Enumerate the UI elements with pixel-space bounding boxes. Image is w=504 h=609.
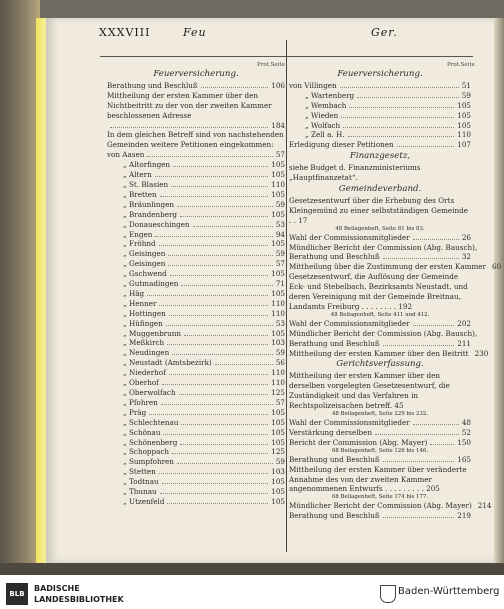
page-ref: 105	[271, 417, 285, 427]
dot-leader	[348, 136, 455, 137]
index-entry	[289, 252, 471, 262]
supplement-note: 68 Beilagenheft, Seite 126 bis 146.	[331, 447, 429, 454]
index-entry	[289, 233, 471, 243]
page-ref: 106	[271, 80, 285, 90]
index-entry-text: Gesetzesentwurf über die Erhebung des Orts Kleingemünd zu einer selbstständigen Gemeinde . . 17	[289, 195, 468, 225]
entry-text: Mündlicher Bericht der Commission (Abg. Bausch),	[289, 242, 478, 252]
index-entry	[107, 160, 285, 170]
index-entry	[107, 180, 285, 190]
index-entry	[107, 249, 285, 259]
page-ref: 110	[271, 308, 285, 318]
dot-leader	[397, 146, 455, 147]
entry-text: von Aasen	[107, 150, 145, 160]
page-ref: 219	[457, 511, 471, 521]
page-ref: 105	[271, 477, 285, 487]
section-heading: Finanzgesetz,	[349, 151, 411, 162]
dot-leader	[179, 394, 269, 395]
dot-leader	[343, 127, 454, 128]
entry-text: Mittheilung über die Zustimmung der ersten Kammer	[289, 262, 486, 272]
entry-text: „ Engen	[123, 229, 153, 239]
dot-leader	[147, 156, 272, 157]
index-entry	[107, 200, 285, 210]
entry-text: Mündlicher Bericht der Commission (Abg. Bausch),	[289, 328, 478, 338]
page-gutter	[36, 18, 46, 563]
entry-text: „ Wolfach	[305, 120, 341, 130]
dot-leader	[430, 444, 454, 445]
page-ref: 60	[491, 262, 502, 272]
page-ref: 103	[271, 338, 285, 348]
dot-leader	[162, 483, 269, 484]
dot-leader	[177, 463, 273, 464]
page-ref: 110	[271, 298, 285, 308]
page-ref: 59	[275, 457, 285, 467]
supplement-note: 48 Beilagenheft, Seite 411 und 412.	[330, 311, 430, 318]
dot-leader	[383, 258, 459, 259]
page-number: XXXVIII	[99, 26, 151, 39]
entry-text: „ Hüfingen	[123, 318, 163, 328]
dot-leader	[181, 285, 272, 286]
dot-leader	[383, 345, 455, 346]
index-entry	[107, 408, 285, 418]
dot-leader	[159, 245, 269, 246]
entry-text: „ Altern	[123, 170, 152, 180]
index-entry	[107, 398, 285, 408]
index-entry	[289, 130, 471, 140]
index-entry	[289, 101, 471, 111]
index-entry-text: Mittheilung der ersten Kammer über den Nichtbeitritt zu der von der zweiten Kammer beschlossenen Adresse	[107, 90, 272, 120]
dot-leader	[180, 444, 268, 445]
page-ref: 105	[271, 160, 285, 170]
dot-leader	[169, 315, 268, 316]
entry-text: „ Schlechtenau	[123, 417, 179, 427]
page-ref: 32	[461, 252, 471, 262]
entry-text: „ Zell a. H.	[305, 130, 345, 140]
dot-leader	[184, 335, 268, 336]
section-heading: Feuerversicherung.	[337, 69, 423, 79]
entry-text: Berathung und Beschluß	[289, 252, 380, 262]
page-ref: 57	[275, 259, 285, 269]
entry-text: „ Fröhnd	[123, 239, 156, 249]
page-ref: 110	[271, 368, 285, 378]
page-ref: 107	[457, 140, 471, 150]
entry-text: „ Donaueschingen	[123, 219, 190, 229]
dot-leader	[413, 239, 459, 240]
index-entry	[107, 309, 285, 319]
index-entry	[107, 239, 285, 249]
state-name: Baden-Württemberg	[398, 586, 500, 597]
page-ref: 57	[275, 397, 285, 407]
entry-text: „ Geisingen	[123, 249, 166, 259]
index-entry	[107, 289, 285, 299]
page-ref: 105	[271, 189, 285, 199]
page-ref: 26	[461, 232, 471, 242]
index-entry	[107, 319, 285, 329]
page-ref: 53	[275, 318, 285, 328]
entry-text: „ Geisingen	[123, 259, 166, 269]
index-entry	[107, 348, 285, 358]
index-entry	[289, 348, 489, 359]
index-entry	[107, 438, 285, 448]
entry-text: „ Utzenfeld	[123, 496, 165, 506]
entry-text: „ Niederhof	[123, 368, 166, 378]
index-entry	[107, 497, 285, 507]
page-ref: 52	[461, 427, 471, 437]
index-entry	[289, 91, 471, 101]
state-crest-icon	[380, 585, 396, 603]
section-heading: Feuerversicherung.	[153, 69, 239, 79]
entry-text: Wahl der Commissionsmitglieder	[289, 318, 410, 328]
page-ref: 71	[275, 279, 285, 289]
entry-text: „ Wartenberg	[305, 90, 355, 100]
page-ref: 184	[271, 120, 285, 130]
entry-text: „ Sumpfohren	[123, 457, 174, 467]
page-ref: 59	[275, 199, 285, 209]
index-entry	[107, 378, 285, 388]
index-entry	[107, 121, 285, 131]
scan-background	[0, 563, 504, 575]
entry-text: „ Schoppach	[123, 447, 170, 457]
page-ref: 94	[275, 229, 285, 239]
index-entry	[289, 81, 471, 91]
entry-text: „ Pfohren	[123, 397, 158, 407]
page-ref: 105	[271, 328, 285, 338]
entry-text: „ Muggenbrunn	[123, 328, 182, 338]
entry-text: „ Stetten	[123, 467, 156, 477]
entry-text: Berathung und Beschluß	[107, 80, 198, 90]
index-entry	[289, 428, 471, 438]
dot-leader	[159, 305, 268, 306]
blb-logo: BLB	[6, 583, 28, 605]
dot-leader	[159, 473, 269, 474]
dot-leader	[168, 265, 272, 266]
index-entry	[289, 455, 471, 465]
index-entry	[289, 501, 492, 511]
entry-text: „ Altorfingen	[123, 160, 171, 170]
entry-text: „ Häg	[123, 288, 145, 298]
dot-leader	[110, 127, 268, 128]
section-heading: Gerichtsverfassung.	[336, 359, 424, 370]
entry-text: Wahl der Commissionsmitglieder	[289, 418, 410, 427]
dot-leader	[341, 117, 454, 118]
page-ref: 56	[275, 358, 285, 368]
index-entry	[107, 220, 285, 230]
entry-text: „ Brandenberg	[123, 209, 178, 219]
index-entry	[107, 368, 285, 378]
dot-leader	[167, 344, 268, 345]
dot-leader	[155, 236, 272, 237]
page-edge	[491, 18, 504, 563]
entry-text: „ Präg	[123, 407, 147, 417]
dot-leader	[413, 325, 455, 326]
index-entry	[107, 259, 285, 269]
dot-leader	[161, 404, 273, 405]
dot-leader	[340, 87, 459, 88]
dot-leader	[181, 424, 268, 425]
index-entry	[289, 319, 471, 329]
book-binding	[0, 0, 40, 575]
dot-leader	[172, 453, 268, 454]
dot-leader	[375, 434, 459, 435]
entry-text: Bericht der Commission (Abg. Mayer)	[289, 437, 428, 447]
page-ref: 110	[457, 130, 471, 140]
dot-leader	[172, 354, 273, 355]
dot-leader	[357, 97, 459, 98]
page-ref: 110	[271, 378, 285, 388]
dot-leader	[169, 374, 269, 375]
dot-leader	[160, 493, 269, 494]
index-entry	[289, 140, 471, 150]
index-entry	[107, 269, 285, 279]
index-entry	[107, 81, 285, 91]
entry-text: Berathung und Beschluß	[289, 338, 380, 348]
index-entry	[107, 477, 285, 487]
page-ref: 105	[271, 170, 285, 180]
dot-leader	[201, 87, 269, 88]
dot-leader	[413, 424, 459, 425]
page-ref: 230	[474, 348, 489, 358]
index-entry	[289, 511, 471, 521]
index-entry	[107, 210, 285, 220]
index-entry	[107, 150, 285, 160]
index-entry-text: In dem gleichen Betreff sind von nachstehenden Gemeinden weitere Petitionen eingekommen:	[107, 130, 284, 150]
dot-leader	[383, 517, 455, 518]
entry-text: „ Wieden	[305, 110, 339, 120]
page-ref: 110	[271, 179, 285, 189]
page-ref: 202	[457, 318, 471, 328]
dot-leader	[383, 461, 455, 462]
dot-leader	[149, 414, 268, 415]
index-entry	[107, 487, 285, 497]
page-ref: 59	[275, 348, 285, 358]
entry-text: „ Oberwolfach	[123, 388, 176, 397]
library-name-line1: BADISCHE	[34, 584, 80, 593]
entry-text: „ Schönau	[123, 427, 161, 437]
index-entry	[289, 339, 471, 349]
page-ref: 105	[271, 496, 285, 506]
dot-leader	[173, 166, 268, 167]
index-entry	[107, 428, 285, 438]
entry-text: „ Thunau	[123, 487, 157, 497]
page-ref-label-left: Prot.Seite	[257, 62, 285, 68]
page-ref: 51	[461, 80, 471, 90]
entry-text: von Villingen	[289, 80, 337, 90]
dot-leader	[163, 434, 268, 435]
dot-leader	[160, 196, 269, 197]
entry-text: „ Hottingen	[123, 308, 166, 318]
page-ref: 105	[271, 288, 285, 298]
page-ref: 59	[461, 90, 471, 100]
page-ref: 125	[271, 447, 285, 457]
page-ref: 105	[271, 487, 285, 497]
dot-leader	[193, 226, 273, 227]
page-ref: 211	[457, 338, 471, 348]
entry-text: „ Schönenberg	[123, 437, 178, 447]
page-ref: 48	[461, 418, 471, 427]
dot-leader	[170, 275, 269, 276]
library-name-line2: LANDESBIBLIOTHEK	[34, 595, 124, 604]
page-ref: 105	[271, 269, 285, 279]
section-heading: Gemeindeverband.	[338, 183, 422, 194]
dot-leader	[147, 295, 268, 296]
entry-text: „ Henner	[123, 298, 157, 308]
library-name	[34, 583, 124, 605]
index-entry	[289, 111, 471, 121]
dot-leader	[166, 325, 273, 326]
page-ref: 105	[457, 100, 471, 110]
page-ref: 150	[457, 437, 471, 447]
dot-leader	[162, 384, 268, 385]
entry-text: „ Oberhof	[123, 378, 159, 388]
index-entry	[289, 328, 478, 339]
index-entry-text: Mittheilung der ersten Kammer über den derselben vorgelegten Gesetzesentwurf, die Zuständigkeit und das Verfahren in Rechtspolizeisachen betreff. 45	[289, 371, 450, 411]
dot-leader	[180, 216, 268, 217]
supplement-note: 48 Beilagenheft, Seite 229 bis 232.	[331, 411, 429, 417]
entry-text: „ Neustadt (Amtsbezirk)	[123, 358, 212, 368]
entry-text: Berathung und Beschluß	[289, 454, 380, 464]
index-entry	[107, 418, 285, 428]
index-column-left	[107, 68, 285, 507]
dot-leader	[349, 107, 454, 108]
index-entry	[107, 230, 285, 240]
index-entry	[289, 418, 471, 428]
running-head-right: Ger.	[371, 26, 398, 39]
page-ref: 57	[275, 150, 285, 160]
entry-text: Verstärkung derselben	[289, 427, 373, 437]
page-ref: 105	[271, 437, 285, 447]
supplement-note: 48 Beilagenheft, Seite 81 bis 83.	[335, 225, 425, 232]
page-ref: 105	[457, 110, 471, 120]
entry-text: „ Gutmadingen	[123, 279, 179, 289]
dot-leader	[171, 186, 268, 187]
entry-text: Mittheilung der ersten Kammer über den Beitritt	[289, 348, 469, 358]
page-ref-label-right: Prot.Seite	[447, 62, 475, 68]
index-column-right	[289, 68, 502, 521]
index-entry	[107, 329, 285, 339]
entry-text: „ Neudingen	[123, 348, 170, 358]
entry-text: „ St. Blasien	[123, 179, 169, 189]
supplement-note: 68 Beilagenheft, Seite 174 bis 177.	[331, 494, 429, 501]
index-entry	[107, 388, 285, 398]
page-ref: 59	[275, 249, 285, 259]
entry-text: „ Wembach	[305, 100, 347, 110]
index-entry-text: siehe Budget d. Finanzministeriums „Hauptfinanzetat“.	[289, 163, 421, 183]
entry-text: „ Bräunlingen	[123, 199, 174, 209]
index-entry	[107, 299, 285, 309]
index-entry-text: Gesetzesentwurf, die Auflösung der Gemeinde Eck- und Stebelbach, Bezirksamts Neustadt, und deren Vereinigung mit der Gemeinde Breitnau, Landamts Freiburg . . . . . . . . 192	[289, 272, 468, 311]
index-entry	[107, 467, 285, 477]
page-ref: 103	[271, 467, 285, 477]
entry-text: Mündlicher Bericht der Commission (Abg. Mayer)	[289, 501, 472, 511]
dot-leader	[215, 364, 273, 365]
column-divider	[286, 40, 287, 552]
page-ref: 165	[457, 454, 471, 464]
index-entry	[289, 242, 478, 253]
index-entry	[107, 279, 285, 289]
dot-leader	[168, 255, 272, 256]
entry-text: Berathung und Beschluß	[289, 511, 380, 521]
index-entry	[107, 170, 285, 180]
entry-text: „ Meßkirch	[123, 338, 165, 348]
index-entry	[289, 121, 471, 131]
page-ref: 105	[271, 427, 285, 437]
index-entry	[107, 358, 285, 368]
page-ref: 105	[271, 239, 285, 249]
page-ref: 105	[271, 209, 285, 219]
page-ref: 125	[271, 388, 285, 397]
index-entry	[289, 438, 471, 448]
index-entry	[107, 338, 285, 348]
dot-leader	[155, 176, 269, 177]
index-entry	[289, 262, 502, 272]
page-ref: 214	[477, 501, 492, 511]
page-ref: 105	[457, 120, 471, 130]
index-entry-text: Mittheilung der ersten Kammer über veränderte Annahme des von der zweiten Kammer angenommenen Entwurfs . . . . . . . . . 205	[289, 464, 467, 494]
dot-leader	[177, 206, 273, 207]
page-ref: 53	[275, 219, 285, 229]
page-ref: 105	[271, 407, 285, 417]
entry-text: Erledigung dieser Petitionen	[289, 140, 394, 150]
entry-text: Wahl der Commissionsmitglieder	[289, 232, 410, 242]
running-head-left: Feu	[183, 26, 207, 39]
entry-text: „ Bretten	[123, 189, 157, 199]
entry-text: „ Todtnau	[123, 477, 159, 487]
index-entry	[107, 447, 285, 457]
entry-text: „ Gschwend	[123, 269, 167, 279]
index-entry	[107, 190, 285, 200]
dot-leader	[167, 503, 268, 504]
index-entry	[107, 457, 285, 467]
